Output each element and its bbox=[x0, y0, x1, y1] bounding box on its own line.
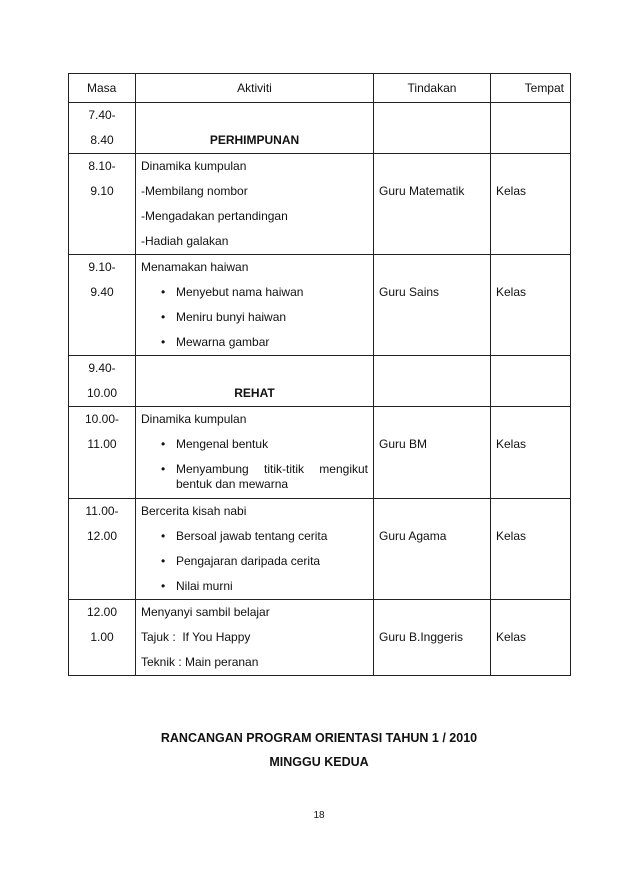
masa-end: 9.40 bbox=[90, 285, 114, 299]
table-row bbox=[69, 600, 571, 676]
tempat-cell bbox=[491, 600, 571, 676]
aktiviti-cell bbox=[136, 600, 374, 676]
masa-cell bbox=[69, 154, 136, 255]
masa-start: 9.40- bbox=[88, 361, 116, 375]
aktiviti-cell bbox=[136, 154, 374, 255]
masa-cell bbox=[69, 255, 136, 356]
bullet-item: • Nilai murni bbox=[141, 574, 368, 599]
aktiviti-cell bbox=[136, 407, 374, 499]
tindakan-value: Guru B.Inggeris bbox=[379, 630, 464, 644]
tindakan-cell bbox=[374, 499, 491, 600]
tindakan-cell bbox=[374, 356, 491, 407]
table-row bbox=[69, 499, 571, 600]
table-header-row bbox=[69, 74, 571, 103]
aktiviti-title: PERHIMPUNAN bbox=[209, 133, 300, 147]
aktiviti-line: -Mengadakan pertandingan bbox=[141, 209, 288, 223]
tempat-cell bbox=[491, 255, 571, 356]
aktiviti-cell bbox=[136, 103, 374, 154]
table-row bbox=[69, 154, 571, 255]
tempat-value: Kelas bbox=[496, 285, 527, 299]
masa-cell bbox=[69, 103, 136, 154]
tempat-value: Kelas bbox=[496, 437, 527, 451]
aktiviti-line: Teknik : Main peranan bbox=[141, 655, 259, 669]
masa-start: 10.00- bbox=[84, 412, 120, 426]
masa-cell bbox=[69, 356, 136, 407]
table-row bbox=[69, 356, 571, 407]
bullet-item: • Mewarna gambar bbox=[141, 330, 368, 355]
aktiviti-line: Dinamika kumpulan bbox=[141, 159, 247, 173]
table-row bbox=[69, 407, 571, 499]
masa-start: 11.00- bbox=[85, 504, 119, 518]
masa-end: 1.00 bbox=[90, 630, 114, 644]
tindakan-cell bbox=[374, 103, 491, 154]
page-number: 18 bbox=[313, 810, 325, 821]
bullet-item: • Mengenal bentuk bbox=[141, 432, 368, 457]
masa-start: 9.10- bbox=[88, 260, 116, 274]
masa-end: 11.00 bbox=[87, 437, 117, 451]
aktiviti-line: -Membilang nombor bbox=[141, 184, 248, 198]
tindakan-value: Guru Agama bbox=[379, 529, 447, 543]
aktiviti-line: -Hadiah galakan bbox=[141, 234, 229, 248]
aktiviti-line: Tajuk : If You Happy bbox=[141, 630, 251, 644]
table-row bbox=[69, 255, 571, 356]
tempat-value: Kelas bbox=[496, 184, 527, 198]
aktiviti-cell bbox=[136, 255, 374, 356]
bullet-item: • Meniru bunyi haiwan bbox=[141, 305, 368, 330]
masa-end: 9.10 bbox=[90, 184, 114, 198]
aktiviti-cell bbox=[136, 356, 374, 407]
header-masa: Masa bbox=[69, 74, 136, 103]
masa-start: 7.40- bbox=[88, 108, 116, 122]
tindakan-value: Guru Sains bbox=[379, 285, 440, 299]
tempat-cell bbox=[491, 407, 571, 499]
bullet-item: • Bersoal jawab tentang cerita bbox=[141, 524, 368, 549]
week-subtitle: MINGGU KEDUA bbox=[269, 755, 369, 769]
aktiviti-title: REHAT bbox=[234, 386, 275, 400]
program-title: RANCANGAN PROGRAM ORIENTASI TAHUN 1 / 2010 bbox=[160, 731, 478, 745]
aktiviti-cell bbox=[136, 499, 374, 600]
bullet-item: • Menyebut nama haiwan bbox=[141, 280, 368, 305]
masa-end: 8.40 bbox=[90, 133, 114, 147]
tindakan-value: Guru Matematik bbox=[379, 184, 465, 198]
masa-cell bbox=[69, 499, 136, 600]
masa-start: 8.10- bbox=[88, 159, 116, 173]
masa-end: 12.00 bbox=[86, 529, 118, 543]
tempat-cell bbox=[491, 356, 571, 407]
tindakan-cell bbox=[374, 255, 491, 356]
tempat-cell bbox=[491, 103, 571, 154]
bullet-item: • Pengajaran daripada cerita bbox=[141, 549, 368, 574]
tindakan-value: Guru BM bbox=[379, 437, 428, 451]
masa-start: 12.00 bbox=[86, 605, 118, 619]
aktiviti-head: Menamakan haiwan bbox=[141, 260, 249, 274]
aktiviti-head: Dinamika kumpulan bbox=[141, 412, 247, 426]
aktiviti-head: Bercerita kisah nabi bbox=[141, 504, 247, 518]
schedule-table bbox=[68, 73, 571, 676]
tempat-value: Kelas bbox=[496, 529, 527, 543]
tindakan-cell bbox=[374, 600, 491, 676]
masa-cell bbox=[69, 600, 136, 676]
bullet-item: • Menyambung titik-titik mengikut bentuk dan mewarna bbox=[141, 457, 368, 498]
header-tempat: Tempat bbox=[491, 74, 571, 103]
header-tindakan: Tindakan bbox=[374, 74, 491, 103]
table-row bbox=[69, 103, 571, 154]
aktiviti-line: Menyanyi sambil belajar bbox=[141, 605, 270, 619]
header-aktiviti: Aktiviti bbox=[136, 74, 374, 103]
tindakan-cell bbox=[374, 154, 491, 255]
tempat-value: Kelas bbox=[496, 630, 527, 644]
tindakan-cell bbox=[374, 407, 491, 499]
tempat-cell bbox=[491, 154, 571, 255]
masa-cell bbox=[69, 407, 136, 499]
masa-end: 10.00 bbox=[86, 386, 118, 400]
tempat-cell bbox=[491, 499, 571, 600]
